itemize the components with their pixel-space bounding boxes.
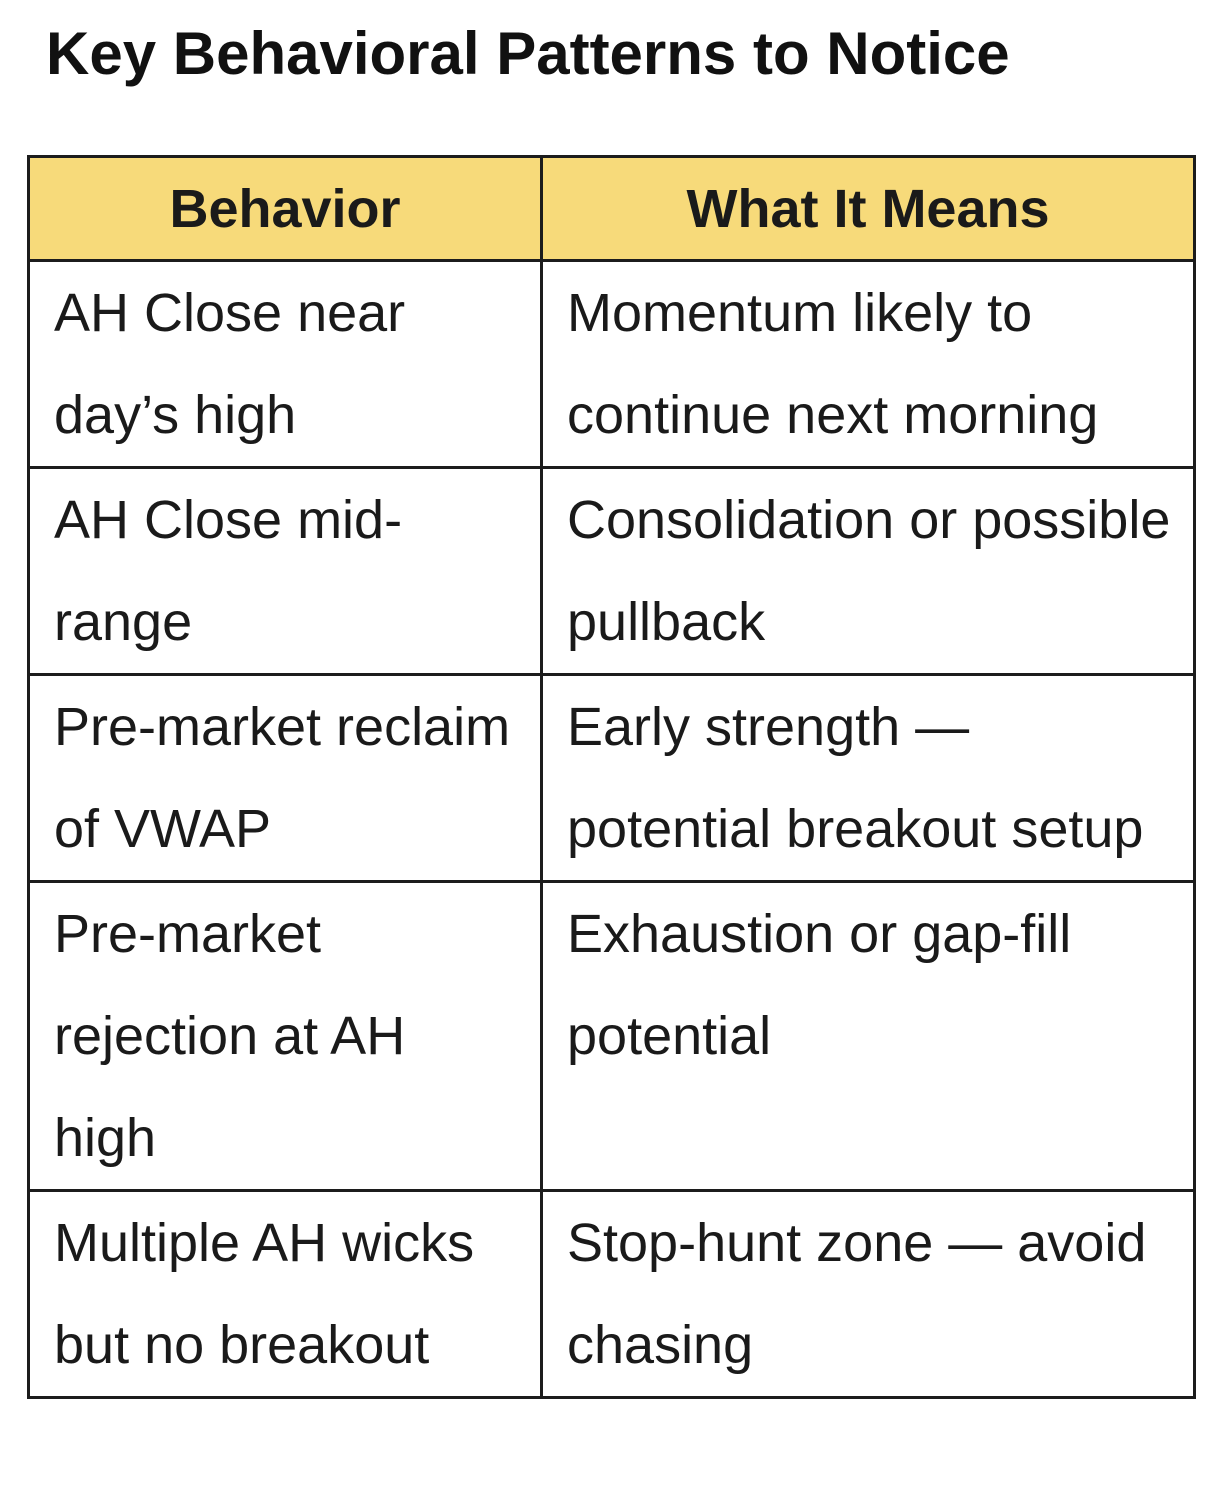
table-row [29, 882, 1195, 1191]
meaning-cell: Stop-hunt zone — avoid chasing [542, 1191, 1195, 1398]
table-row [29, 1191, 1195, 1398]
behavior-cell: Pre-market rejection at AH high [29, 882, 542, 1191]
behavior-cell: AH Close mid-range [29, 468, 542, 675]
table-row [29, 675, 1195, 882]
table-row [29, 468, 1195, 675]
column-header-behavior: Behavior [29, 157, 542, 261]
behavior-patterns-table [27, 155, 1196, 1399]
behavior-cell: AH Close near day’s high [29, 261, 542, 468]
table-row [29, 261, 1195, 468]
behavior-cell: Pre-market reclaim of VWAP [29, 675, 542, 882]
page-title: Key Behavioral Patterns to Notice [46, 20, 1010, 87]
column-header-meaning: What It Means [542, 157, 1195, 261]
meaning-cell: Momentum likely to continue next morning [542, 261, 1195, 468]
meaning-cell: Exhaustion or gap-fill potential [542, 882, 1195, 1191]
table-header-row [29, 157, 1195, 261]
meaning-cell: Consolidation or possible pullback [542, 468, 1195, 675]
behavior-cell: Multiple AH wicks but no breakout [29, 1191, 542, 1398]
meaning-cell: Early strength — potential breakout setup [542, 675, 1195, 882]
